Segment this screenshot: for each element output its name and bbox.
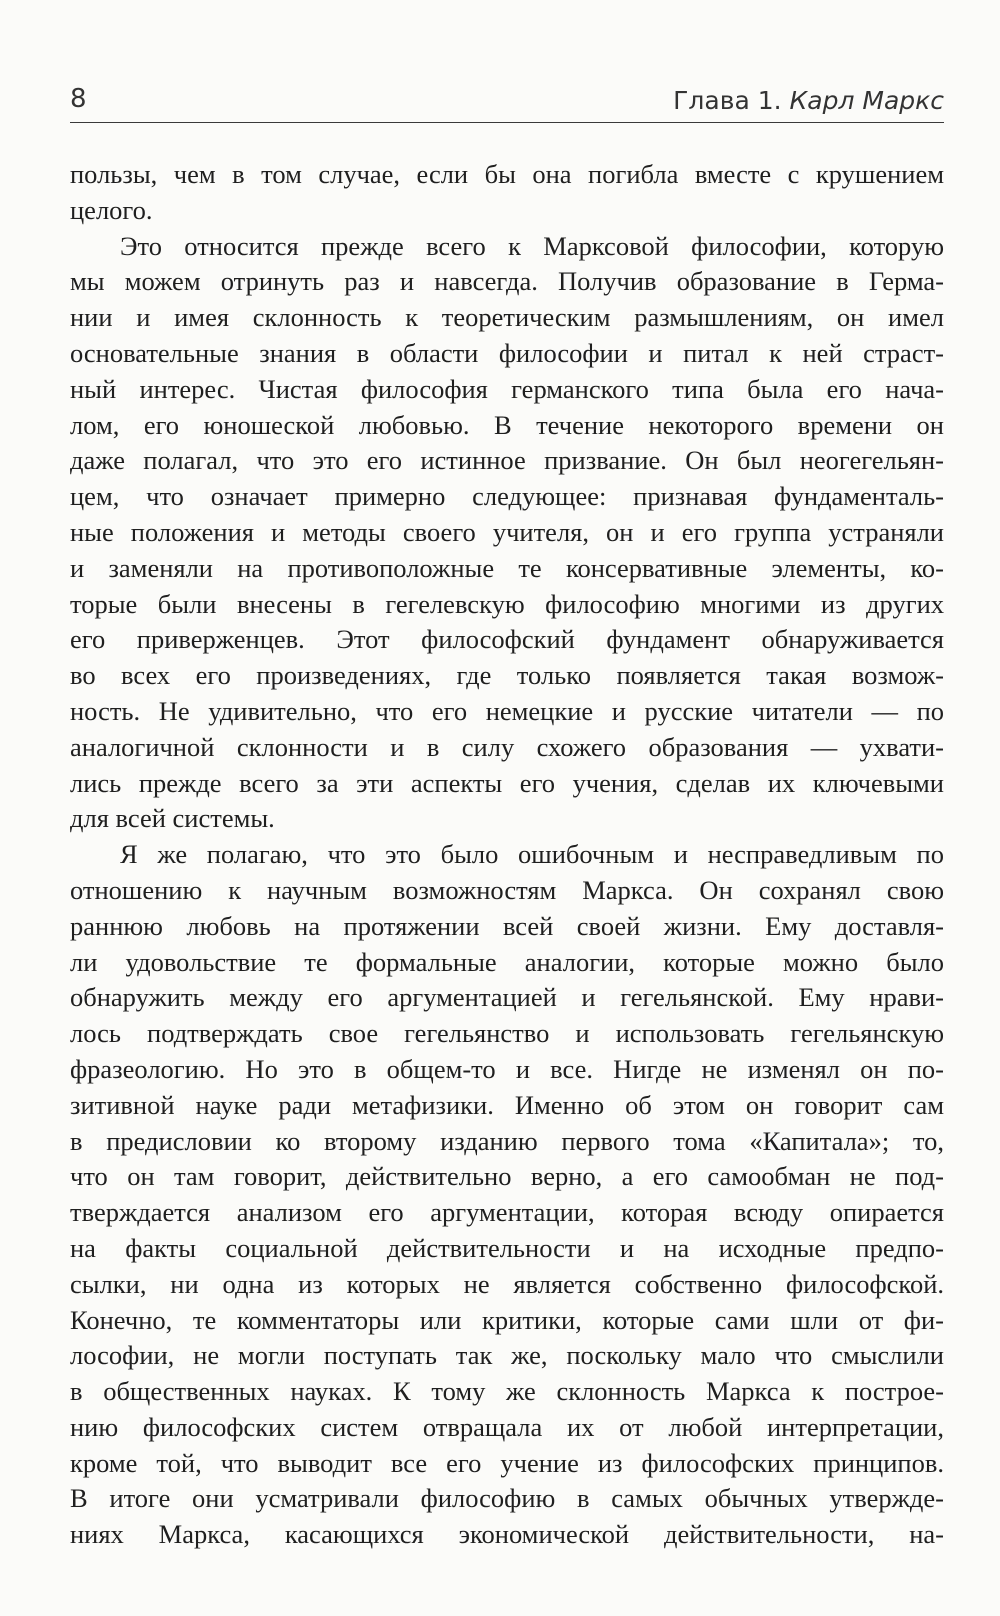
text-line: сылки, ни одна из которых не является собственно философской. [70, 1268, 944, 1299]
text-line: лись прежде всего за эти аспекты его учения, сделав их ключевыми [70, 767, 944, 798]
text-line: что он там говорит, действительно верно, а его самообман не под- [70, 1161, 944, 1192]
paragraph-first-line: Я же полагаю, что это было ошибочным и несправедливым по [120, 839, 944, 870]
chapter-title [673, 86, 944, 116]
text-line: аналогичной склонности и в силу схожего образования — ухвати- [70, 731, 944, 762]
text-line: раннюю любовь на протяжении всей своей жизни. Ему доставля- [70, 910, 944, 941]
text-line: мы можем отринуть раз и навсегда. Получив образование в Герма- [70, 266, 944, 297]
text-line: нии и имея склонность к теоретическим размышлениям, он имел [70, 302, 944, 333]
text-line: фразеологию. Но это в общем-то и все. Нигде не изменял он по- [70, 1053, 944, 1084]
text-line: ность. Не удивительно, что его немецкие и русские читатели — по [70, 695, 944, 726]
text-line: для всей системы. [70, 803, 275, 834]
chapter-label: Глава 1. [673, 86, 782, 115]
text-line: зитивной науке ради метафизики. Именно об этом он говорит сам [70, 1089, 944, 1120]
page-number: 8 [70, 84, 87, 114]
text-line: лось подтверждать свое гегельянство и использовать гегельянскую [70, 1018, 944, 1049]
text-line: во всех его произведениях, где только появляется такая возмож- [70, 660, 944, 691]
body-text [70, 157, 944, 1553]
text-line: ные положения и методы своего учителя, он и его группа устраняли [70, 516, 944, 547]
text-line: на факты социальной действительности и на исходные предпо- [70, 1232, 944, 1263]
text-line: в предисловии ко второму изданию первого тома «Капитала»; то, [70, 1125, 944, 1156]
text-line: тверждается анализом его аргументации, которая всюду опирается [70, 1197, 944, 1228]
text-line: лом, его юношеской любовью. В течение некоторого времени он [70, 409, 944, 440]
text-line: пользы, чем в том случае, если бы она погибла вместе с крушением [70, 159, 944, 189]
text-line: цем, что означает примерно следующее: признавая фундаменталь- [70, 481, 944, 512]
paragraph-first-line: Это относится прежде всего к Марксовой философии, которую [120, 230, 944, 261]
text-line: ниях Маркса, касающихся экономической действительности, на- [70, 1519, 944, 1550]
running-head [70, 78, 944, 123]
text-line: и заменяли на противоположные те консервативные элементы, ко- [70, 552, 944, 583]
text-line: Конечно, те комментаторы или критики, которые сами шли от фи- [70, 1304, 944, 1335]
text-line: основательные знания в области философии и питал к ней страст- [70, 337, 944, 368]
text-line: ный интерес. Чистая философия германского типа была его нача- [70, 373, 944, 404]
text-line: его приверженцев. Этот философский фундамент обнаруживается [70, 624, 944, 655]
text-line: кроме той, что выводит все его учение из философских принципов. [70, 1447, 944, 1478]
text-line: в общественных науках. К тому же склонность Маркса к построе- [70, 1376, 944, 1407]
text-line: даже полагал, что это его истинное призвание. Он был неогегельян- [70, 445, 944, 476]
text-line: целого. [70, 194, 153, 225]
text-line: ли удовольствие те формальные аналогии, которые можно было [70, 946, 944, 977]
text-line: лософии, не могли поступать так же, поскольку мало что смыслили [70, 1340, 944, 1371]
text-line: В итоге они усматривали философию в самых обычных утвержде- [70, 1483, 944, 1514]
text-line: нию философских систем отвращала их от любой интерпретации, [70, 1411, 944, 1442]
text-line: торые были внесены в гегелевскую философию многими из других [70, 588, 944, 619]
text-line: отношению к научным возможностям Маркса. Он сохранял свою [70, 874, 944, 905]
text-line: обнаружить между его аргументацией и гегельянской. Ему нрави- [70, 982, 944, 1013]
chapter-name: Карл Маркс [789, 86, 944, 115]
